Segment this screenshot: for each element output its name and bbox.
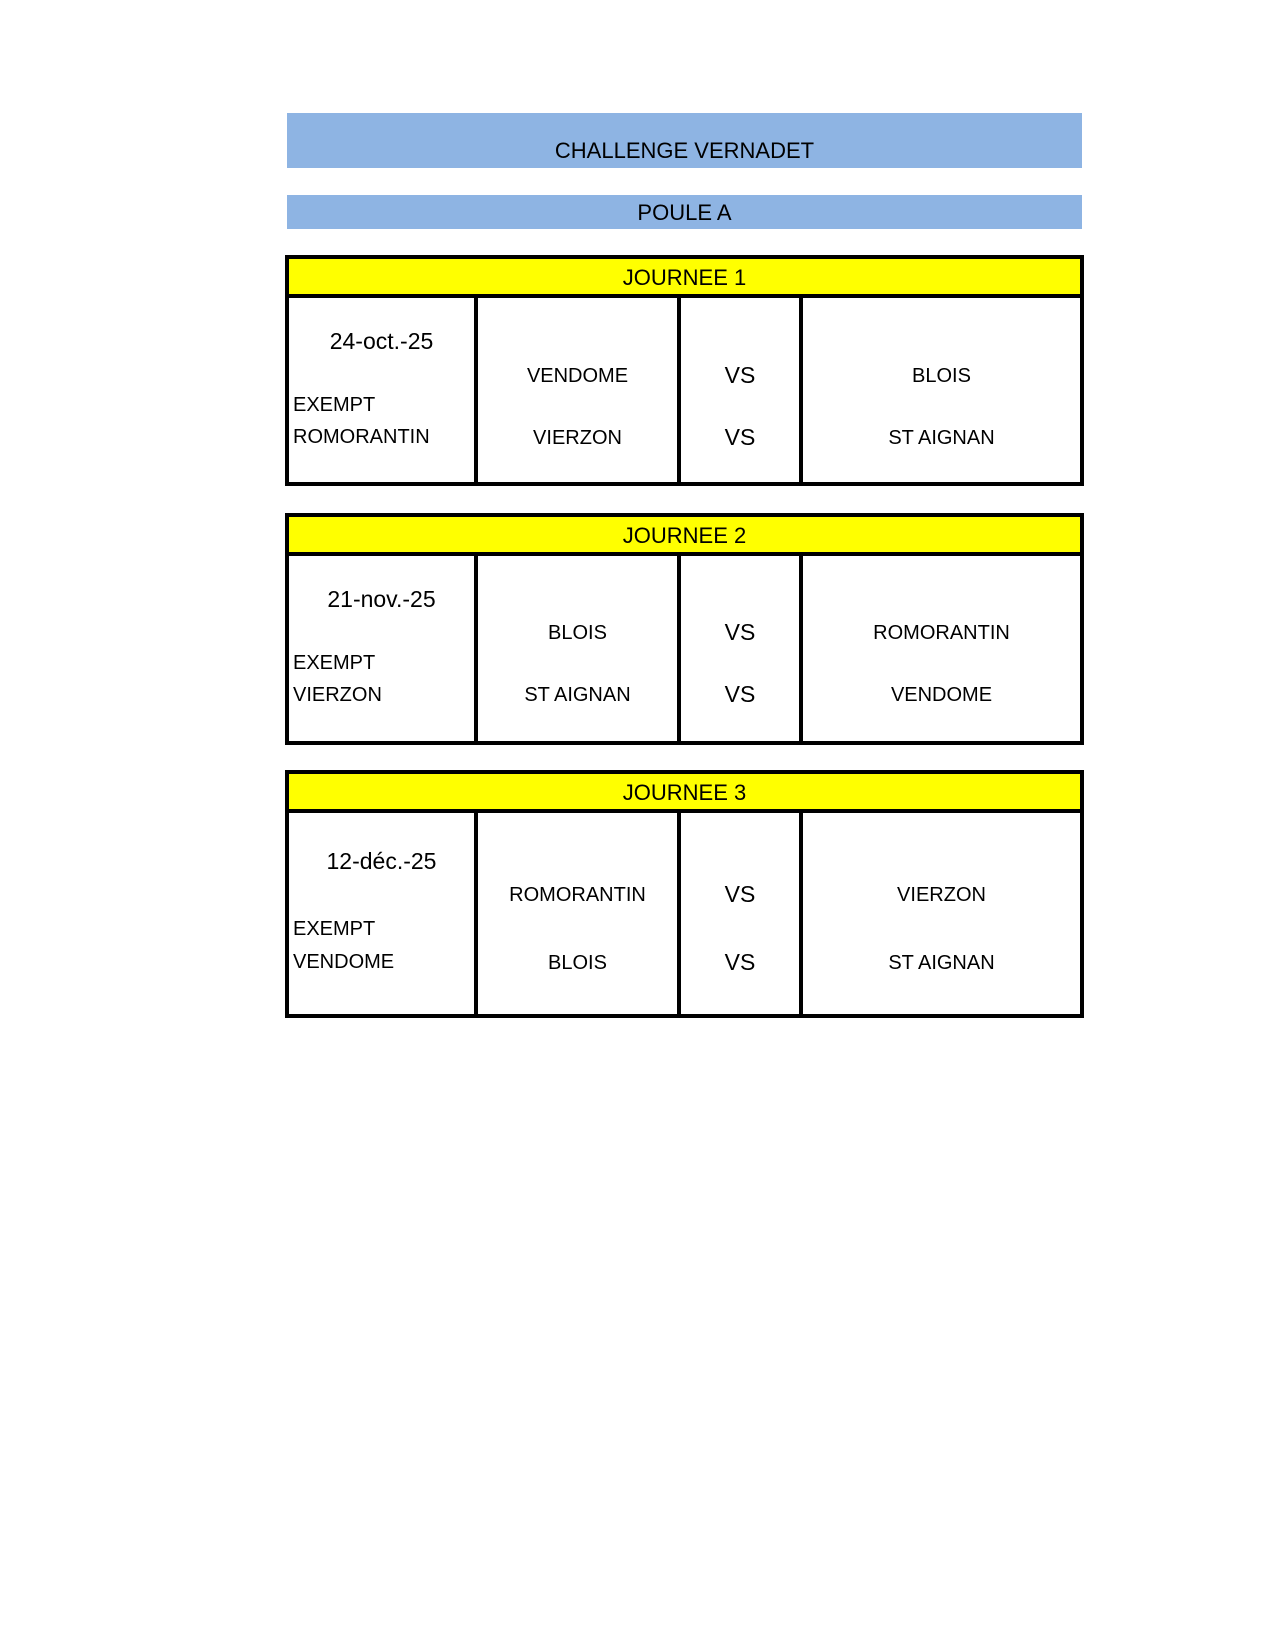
journee-3-home-cell [478, 813, 681, 1014]
journee-2-match-1-away: ROMORANTIN [873, 622, 1010, 644]
journee-2-table [285, 513, 1084, 745]
journee-2-match-2-home: ST AIGNAN [524, 684, 631, 706]
journee-3-away-cell [803, 813, 1080, 1014]
journee-3-match-1-vs: VS [724, 881, 756, 907]
journee-3-header: JOURNEE 3 [289, 774, 1080, 813]
journee-3-match-2-home: BLOIS [548, 952, 607, 974]
journee-1-match-2-away: ST AIGNAN [888, 427, 995, 449]
journee-2-match-2-away: VENDOME [890, 684, 993, 706]
journee-1-match-2-home: VIERZON [533, 427, 622, 449]
journee-1-away-cell [803, 298, 1080, 482]
journee-2-exempt-label: EXEMPT [293, 652, 376, 674]
journee-1-table [285, 255, 1084, 486]
journee-3-match-1-away: VIERZON [897, 884, 986, 906]
journee-1-exempt-team: ROMORANTIN [293, 426, 430, 448]
journee-3-match-2-away: ST AIGNAN [888, 952, 995, 974]
journee-1-info-cell [289, 298, 478, 482]
poule-banner [287, 195, 1082, 229]
journee-1-vs-cell [681, 298, 803, 482]
journee-1-match-1-away: BLOIS [912, 365, 971, 387]
journee-3-date: 12-déc.-25 [326, 848, 437, 874]
title-banner [287, 113, 1082, 168]
journee-1-header: JOURNEE 1 [289, 259, 1080, 298]
journee-1-match-2-vs: VS [724, 424, 756, 450]
journee-3-exempt-team: VENDOME [293, 951, 395, 973]
journee-3-table [285, 770, 1084, 1018]
journee-3-match-2-vs: VS [724, 949, 756, 975]
journee-1-date: 24-oct.-25 [329, 328, 434, 354]
journee-2-header: JOURNEE 2 [289, 517, 1080, 556]
journee-2-exempt-team: VIERZON [293, 684, 382, 706]
journee-1-match-1-home: VENDOME [526, 365, 629, 387]
journee-3-info-cell [289, 813, 478, 1014]
journee-2-away-cell [803, 556, 1080, 741]
journee-3-vs-cell [681, 813, 803, 1014]
journee-2-info-cell [289, 556, 478, 741]
journee-3-exempt-label: EXEMPT [293, 918, 376, 940]
journee-3-match-1-home: ROMORANTIN [509, 884, 646, 906]
journee-1-home-cell [478, 298, 681, 482]
journee-1-match-1-vs: VS [724, 362, 756, 388]
journee-2-match-1-vs: VS [724, 619, 756, 645]
journee-2-vs-cell [681, 556, 803, 741]
journee-2-date: 21-nov.-25 [327, 586, 436, 612]
poule-title: POULE A [637, 200, 732, 225]
journee-1-exempt-label: EXEMPT [293, 394, 376, 416]
journee-2-match-2-vs: VS [724, 681, 756, 707]
page-title: CHALLENGE VERNADET [554, 138, 815, 163]
journee-2-match-1-home: BLOIS [548, 622, 607, 644]
journee-2-home-cell [478, 556, 681, 741]
